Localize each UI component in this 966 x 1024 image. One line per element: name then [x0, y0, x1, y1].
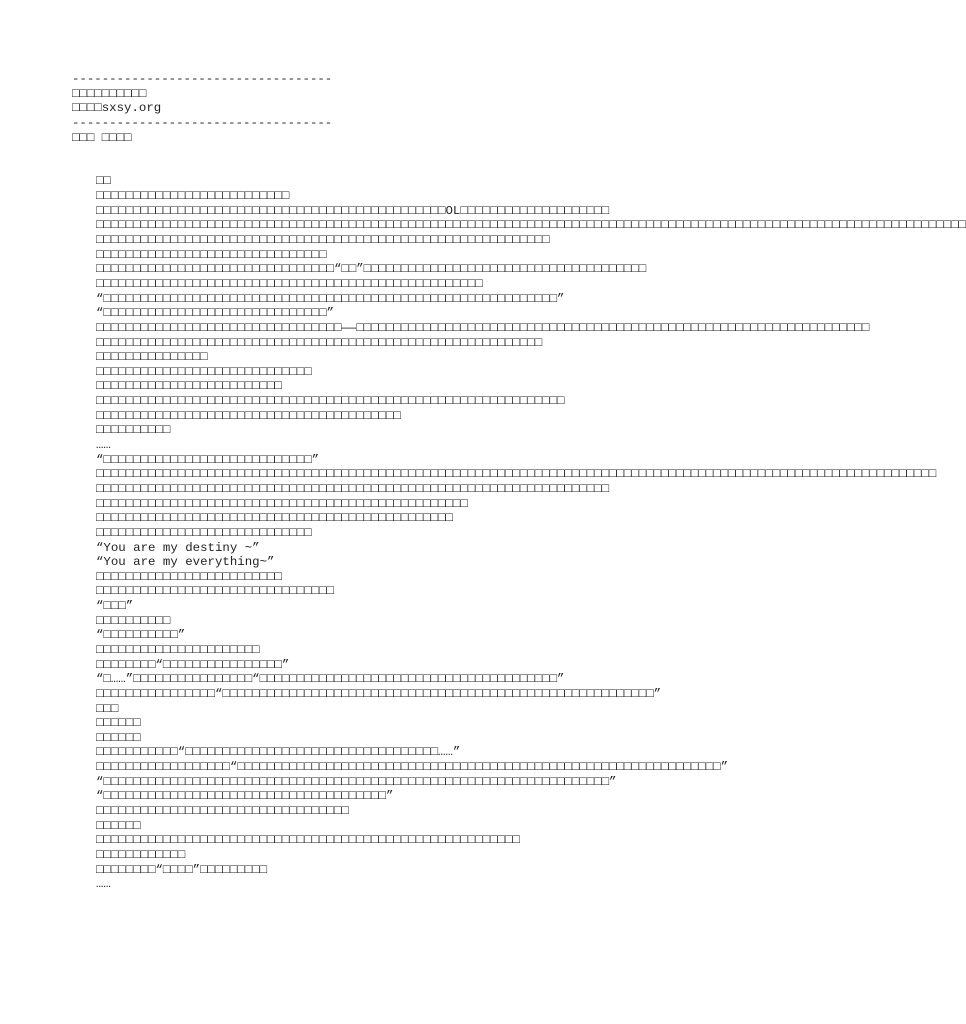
paragraph-line: □□□□□□□□□□□□□□□□□□□□□□: [96, 642, 260, 657]
paragraph-line: “□□□□□□□□□□□□□□□□□□□□□□□□□□□□□□□□□□□□□□□□□□□□□□□□□□□□□□□□□□□□□□□□□□□□”: [96, 774, 617, 789]
paragraph-line: □□□□□□□□□□□□□□□□□□□□□□□□□□□□□□□: [96, 247, 327, 262]
paragraph-line: □□□□□□□□□□□□□□□□□□□□□□□□□□□□□□□□□□□□□□□□□□□□□□□□: [96, 511, 453, 526]
header-rule-bottom: -----------------------------------: [72, 115, 333, 130]
text-document: [72, 72, 966, 892]
paragraph-line: “□□□□□□□□□□”: [96, 628, 186, 643]
paragraph-line: □□□□□□□□□□□□□□□□□□□□□□□□□□□□□□□□□□□□□□□□□□□□□□□□□□□□□□□□□: [96, 833, 520, 848]
paragraph-line: “□□□”: [96, 599, 134, 614]
paragraph-line: □□□□□□□□□□□□□□□□□□“□□□□□□□□□□□□□□□□□□□□□□□□□□□□□□□□□□□□□□□□□□□□□□□□□□□□□□□□□□□□□□□□□”: [96, 760, 729, 775]
paragraph-line: □□□□□□□□“□□□□”□□□□□□□□□: [96, 862, 268, 877]
paragraph-line: □□□□□□: [96, 818, 141, 833]
blank-line: [72, 145, 702, 160]
paragraph-line: □□□□□□□□□□□“□□□□□□□□□□□□□□□□□□□□□□□□□□□□□□□□□□……”: [96, 745, 461, 760]
paragraph-line: “You are my destiny ~”: [96, 540, 260, 555]
paragraph-line: □□□□□□□□□□□□: [96, 847, 186, 862]
paragraph-line: □□□□□□□□□□□□□□□□□□□□□□□□□□□□□□□□□□□□□□□□□: [96, 408, 401, 423]
paragraph-line: “□□□□□□□□□□□□□□□□□□□□□□□□□□□□□□□□□□□□□□□□□□□□□□□□□□□□□□□□□□□□□”: [96, 291, 565, 306]
paragraph-line: □□□□□□□□□□□□□□□□□□□□□□□□□□□□□□□□“□□”□□□□□□□□□□□□□□□□□□□□□□□□□□□□□□□□□□□□□□: [96, 262, 647, 277]
paragraph-line: □□□: [96, 701, 119, 716]
paragraph-line: □□□□□□□□□□□□□□□□□□□□□□□□□□□□□□□□□——□□□□□□□□□□□□□□□□□□□□□□□□□□□□□□□□□□□□□□□□□□□□□□□□□□□□□□□□□□□□□□□□□□□□□: [96, 320, 870, 335]
paragraph-line: □□□□□□□□□□□□□□□□□□□□□□□□□□□□□□□□□□□□□□□□□□□□□□□□□□□□□□□□□□□□□□□□□□□□□□□□□□□□□□□□□□□□□□□□□□□□□□□□□□□□□□□□□□□□□□□□□: [96, 467, 937, 482]
paragraph-line: □□□□□□□□□□□□□□□□□□□□□□□□□□□□□: [96, 525, 312, 540]
paragraph-line: □□□□□□□□□□□□□□□□□□□□□□□□□□□□□□□□□□□□□□□□□□□□□□□□□□□□□□□□□□□□□: [96, 233, 550, 248]
paragraph-line: □□□□□□□□□□□□□□□□□□□□□□□□□: [96, 379, 282, 394]
paragraph-line: ……: [96, 438, 111, 453]
paragraph-line: □□□□□□: [96, 716, 141, 731]
paragraph-line: □□□□□□□□□□□□□□□□□□□□□□□□□□: [96, 189, 290, 204]
paragraph-line: □□□□□□□□“□□□□□□□□□□□□□□□□”: [96, 657, 290, 672]
paragraph-line: □□□□□□□□□□: [96, 423, 171, 438]
blank-line: [72, 160, 702, 175]
paragraph-line: □□□□□□: [96, 730, 141, 745]
header-rule-top: -----------------------------------: [72, 72, 333, 86]
source-line: □□□□sxsy.org: [72, 101, 162, 116]
paragraph-line: □□: [96, 174, 111, 189]
paragraph-line: □□□□□□□□□□□□□□□□□□□□□□□□□□□□□: [96, 364, 312, 379]
paragraph-line: “□……”□□□□□□□□□□□□□□□□“□□□□□□□□□□□□□□□□□□□□□□□□□□□□□□□□□□□□□□□□”: [96, 672, 565, 687]
paragraph-line: □□□□□□□□□□□□□□□□□□□□□□□□□□□□□□□□□□□□□□□□□□□□□□□□□□: [96, 496, 468, 511]
paragraph-line: “You are my everything~”: [96, 555, 275, 570]
body-text: [72, 174, 966, 892]
paragraph-line: □□□□□□□□□□□□□□□□□□□□□□□□□□□□□□□□□□□□□□□□□□□□□□□OL□□□□□□□□□□□□□□□□□□□□: [96, 203, 610, 218]
paragraph-line: □□□□□□□□□□□□□□□: [96, 350, 208, 365]
paragraph-line: □□□□□□□□□□□□□□□□□□□□□□□□□□□□□□□□□□: [96, 804, 349, 819]
paragraph-line: □□□□□□□□□□□□□□□□□□□□□□□□□□□□□□□□□□□□□□□□□□□□□□□□□□□□□□□□□□□□□□□□□□□□□: [96, 481, 610, 496]
paragraph-line: □□□□□□□□□□□□□□□□□□□□□□□□□□□□□□□□□□□□□□□□□□□□□□□□□□□□: [96, 276, 483, 291]
paragraph-line: “□□□□□□□□□□□□□□□□□□□□□□□□□□□□□□”: [96, 306, 334, 321]
document-title: □□□□□□□□□□: [72, 86, 147, 101]
paragraph-line: □□□□□□□□□□: [96, 613, 171, 628]
paragraph-line: “□□□□□□□□□□□□□□□□□□□□□□□□□□□□□□□□□□□□□□”: [96, 789, 394, 804]
paragraph-line: □□□□□□□□□□□□□□□□□□□□□□□□□: [96, 569, 282, 584]
paragraph-line: □□□□□□□□□□□□□□□□“□□□□□□□□□□□□□□□□□□□□□□□□□□□□□□□□□□□□□□□□□□□□□□□□□□□□□□□□□□”: [96, 686, 662, 701]
paragraph-line: “□□□□□□□□□□□□□□□□□□□□□□□□□□□□”: [96, 452, 320, 467]
paragraph-line: □□□□□□□□□□□□□□□□□□□□□□□□□□□□□□□□: [96, 584, 334, 599]
paragraph-line: □□□□□□□□□□□□□□□□□□□□□□□□□□□□□□□□□□□□□□□□□□□□□□□□□□□□□□□□□□□□□□□: [96, 394, 565, 409]
paragraph-line: ……: [96, 877, 111, 892]
paragraph-line: □□□□□□□□□□□□□□□□□□□□□□□□□□□□□□□□□□□□□□□□□□□□□□□□□□□□□□□□□□□□: [96, 335, 543, 350]
byline: □□□ □□□□: [72, 130, 132, 145]
paragraph-line: □□□□□□□□□□□□□□□□□□□□□□□□□□□□□□□□□□□□□□□□□□□□□□□□□□□□□□□□□□□□□□□□□□□□□□□□□□□□□□□□□□□□□□□□□□□□□□□□□□□□□□□□□□□□□□□□□□□□□: [96, 218, 966, 233]
